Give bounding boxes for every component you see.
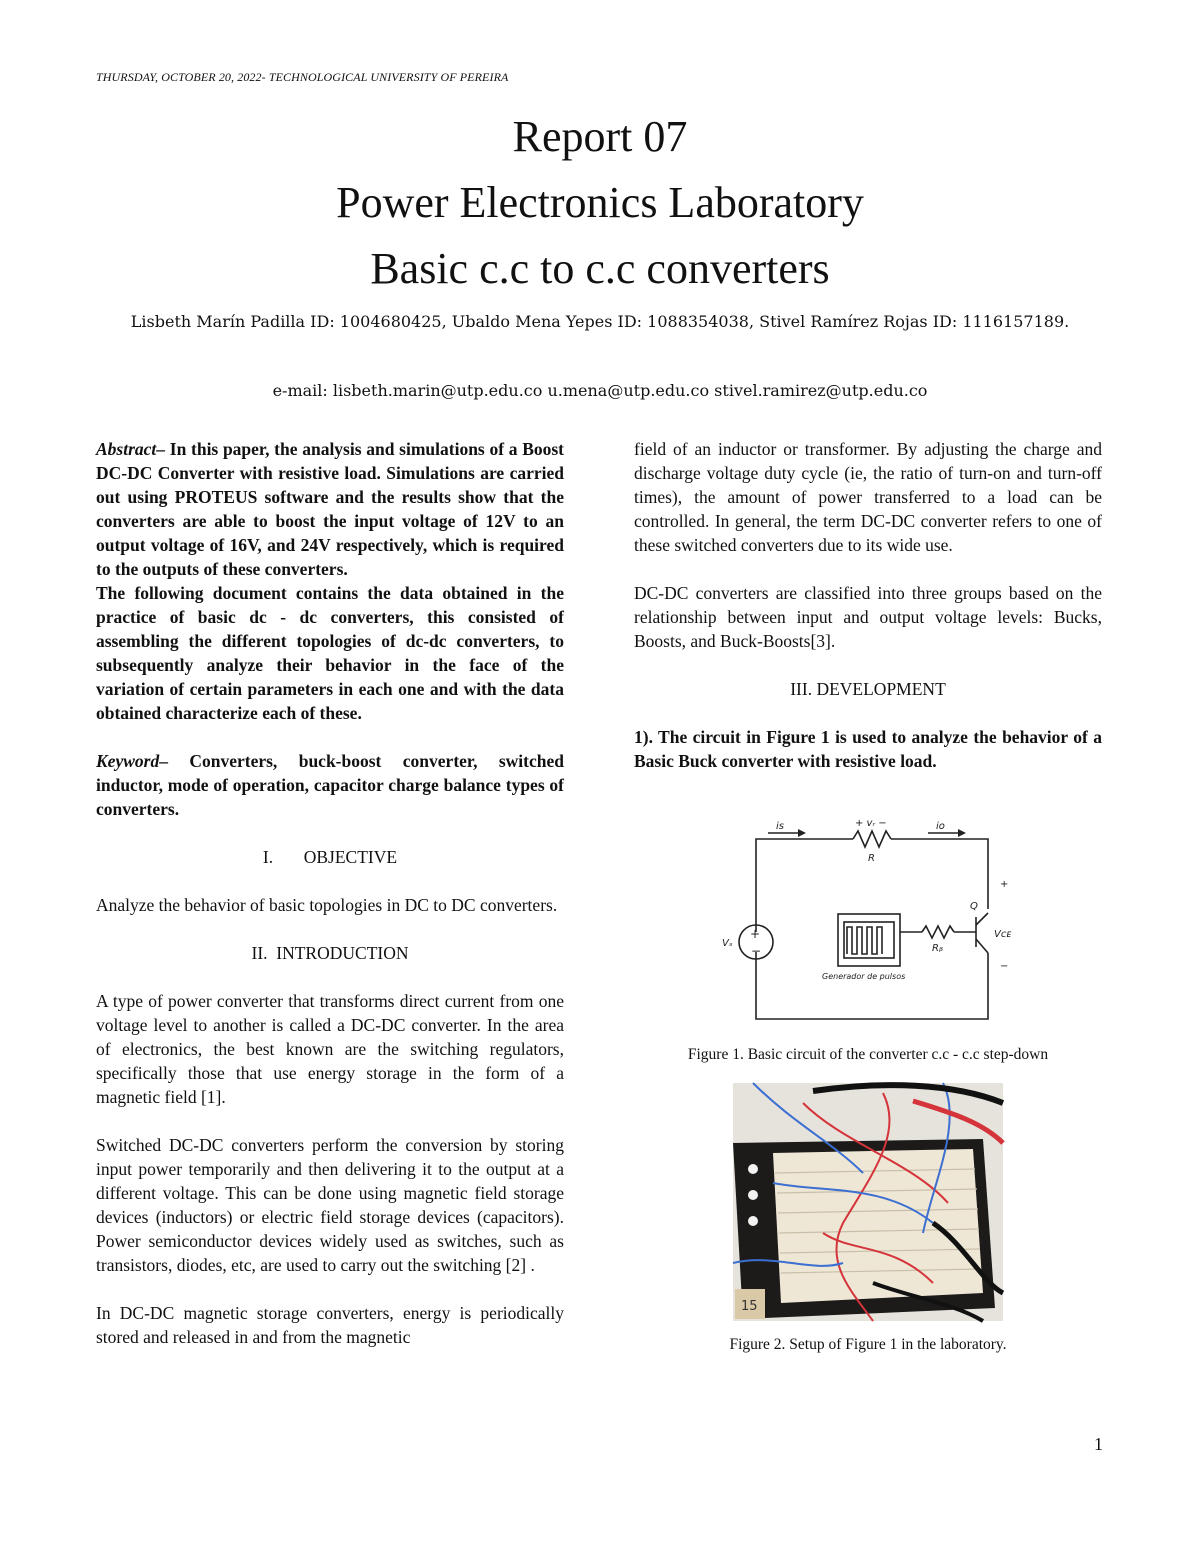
left-column [96, 437, 564, 1349]
development-item-1: 1). The circuit in Figure 1 is used to analyze the behavior of a Basic Buck converter with resistive load. [634, 727, 1102, 771]
photo-tag-label: 15 [741, 1299, 758, 1314]
source-minus-symbol: − [751, 944, 762, 958]
label-r: R [868, 853, 875, 864]
label-minus: − [1000, 961, 1009, 972]
title-line-2: Power Electronics Laboratory [336, 178, 864, 227]
label-plus: + [1000, 879, 1009, 890]
running-header: THURSDAY, OCTOBER 20, 2022- TECHNOLOGICAL UNIVERSITY OF PEREIRA [96, 70, 509, 84]
figure-2-photo [733, 1083, 1003, 1321]
label-rb: Rᵦ [932, 943, 943, 954]
introduction-heading: II. INTRODUCTION [251, 943, 409, 963]
breadboard-photo-illustration [733, 1083, 1003, 1321]
label-q: Q [970, 901, 978, 912]
title-line-3: Basic c.c to c.c converters [370, 244, 830, 293]
keyword-label: Keyword [96, 751, 160, 771]
abstract-text: In this paper, the analysis and simulations of a Boost DC-DC Converter with resistive load. Simulations are carried out using PROTEUS software and the results show that the converters are able to boost the input voltage of 12V to an output voltage of 16V, and 24V respectively, which is required to the outputs of these converters. [96, 439, 565, 579]
authors-line: Lisbeth Marín Padilla ID: 1004680425, Ubaldo Mena Yepes ID: 1088354038, Stivel Ramírez Rojas ID: 1116157189. [130, 312, 1070, 331]
figure-2-caption: Figure 2. Setup of Figure 1 in the laboratory. [729, 1336, 1007, 1353]
abstract-text-2: The following document contains the data obtained in the practice of basic dc - dc converters, this consisted of assembling the different topologies of dc-dc converters, to subsequently analyze their behavior in the face of the variation of certain parameters in each one and with the data obtained characterize each of these. [96, 583, 564, 723]
development-heading: III. DEVELOPMENT [790, 679, 946, 699]
abstract-dash: – [156, 439, 170, 459]
keyword-text: Converters, buck-boost converter, switched inductor, mode of operation, capacitor charge balance types of converters. [96, 751, 564, 819]
right-column [634, 437, 1102, 1357]
page-number: 1 [1094, 1434, 1103, 1454]
figure-1-circuit [722, 818, 1012, 1029]
figure-1-caption: Figure 1. Basic circuit of the converter c.c - c.c step-down [687, 1046, 1049, 1063]
buck-circuit-diagram [718, 818, 1012, 1029]
label-vce: Vᴄᴇ [994, 929, 1012, 940]
label-pulse-generator: Generador de pulsos [822, 972, 906, 981]
intro-paragraph-2: Switched DC-DC converters perform the conversion by storing input power temporarily and then delivering it to the output at a different voltage. This can be done using magnetic field storage devices (inductors) or electric field storage devices (capacitors). Power semiconductor devices widely used as switches, such as transistors, diodes, etc, are used to carry out the switching [2] . [96, 1135, 564, 1275]
right-paragraph-2: DC-DC converters are classified into three groups based on the relationship between input and output voltage levels: Bucks, Boosts, and Buck-Boosts[3]. [634, 583, 1102, 651]
abstract-label: Abstract [96, 439, 157, 459]
label-is: is [776, 821, 784, 832]
right-paragraph-1: field of an inductor or transformer. By adjusting the charge and discharge voltage duty cycle (ie, the ratio of turn-on and turn-off times), the amount of power transferred to a load can be controlled. In general, the term DC-DC converter refers to one of these switched converters due to its wide use. [634, 439, 1102, 555]
objective-text: Analyze the behavior of basic topologies in DC to DC converters. [96, 895, 558, 915]
keywords [96, 749, 564, 821]
email-line: e-mail: lisbeth.marin@utp.edu.co u.mena@utp.edu.co stivel.ramirez@utp.edu.co [272, 381, 928, 400]
keyword-dash: – [159, 751, 190, 771]
label-io: io [936, 821, 945, 832]
label-vs: Vₛ [722, 938, 733, 949]
source-plus-symbol: + [750, 927, 761, 941]
abstract [96, 437, 564, 581]
label-vr: + vᵣ − [855, 818, 887, 829]
title-line-1: Report 07 [512, 112, 688, 161]
objective-heading: I. OBJECTIVE [262, 847, 398, 867]
intro-paragraph-3: In DC-DC magnetic storage converters, energy is periodically stored and released in and from the magnetic [96, 1303, 564, 1347]
intro-paragraph-1: A type of power converter that transforms direct current from one voltage level to another is called a DC-DC converter. In the area of electronics, the best known are the switching regulators, specifically those that use energy storage in the form of a magnetic field [1]. [96, 991, 564, 1107]
